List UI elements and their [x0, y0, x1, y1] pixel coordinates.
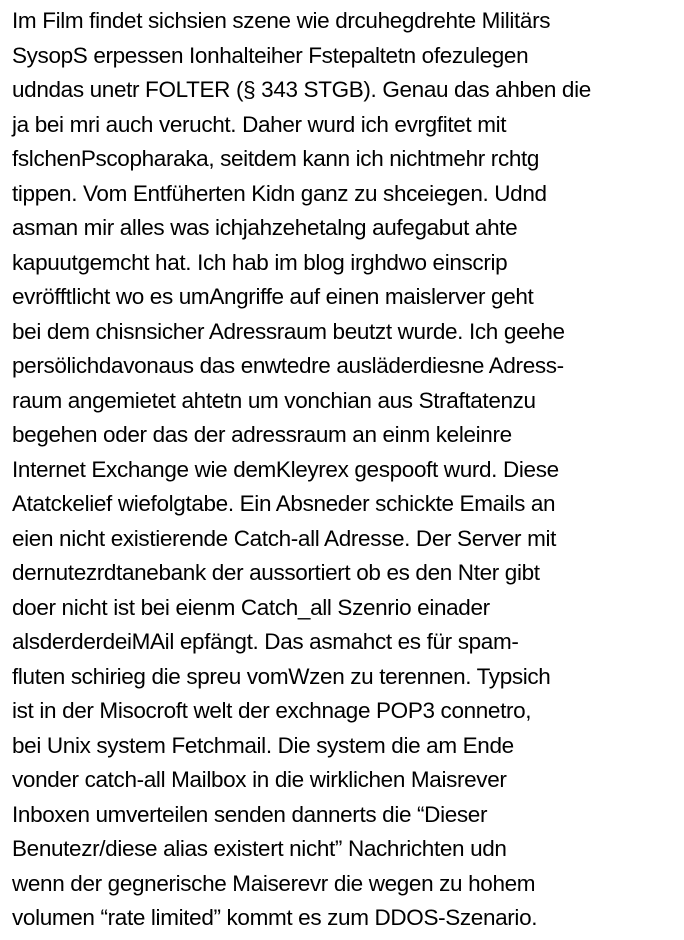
text-line: wenn der gegnerische Maiserevr die wegen zu hohem	[12, 870, 536, 896]
text-line: bei Unix system Fetchmail. Die system die am Ende	[12, 732, 514, 758]
text-line: ja bei mri auch verucht. Daher wurd ich evrgfitet mit	[12, 111, 507, 137]
text-line: tippen. Vom Entfüherten Kidn ganz zu shceiegen. Udnd	[12, 180, 547, 206]
text-line: evröfftlicht wo es umAngriffe auf einen maislerver geht	[12, 284, 534, 309]
text-line: vonder catch-all Mailbox in die wirklichen Maisrever	[12, 767, 507, 792]
text-line: begehen oder das der adressraum an einm keleinre	[12, 422, 512, 447]
text-line: Inboxen umverteilen senden dannerts die “Dieser	[12, 801, 488, 827]
text-line: udndas unetr FOLTER (§ 343 STGB). Genau das ahben die	[12, 77, 591, 102]
text-line: SysopS erpessen Ionhalteiher Fstepaltetn ofezulegen	[12, 42, 529, 68]
text-line: fslchenPscopharaka, seitdem kann ich nichtmehr rchtg	[12, 146, 540, 171]
text-line: ist in der Misocroft welt der exchnage POP3 connetro,	[12, 698, 532, 723]
text-line: persölichdavonaus das enwtedre ausläderdiesne Adress-	[12, 353, 564, 378]
text-line: asman mir alles was ichjahzehetalng aufegabut ahte	[12, 215, 518, 240]
text-line: doer nicht ist bei eienm Catch_all Szenrio einader	[12, 594, 490, 620]
text-line: eien nicht existierende Catch-all Adresse. Der Server mit	[12, 525, 557, 551]
text-line: Benutezr/diese alias existert nicht” Nachrichten udn	[12, 836, 507, 861]
text-line: kapuutgemcht hat. Ich hab im blog irghdwo einscrip	[12, 249, 508, 275]
text-line: alsderderdeiMAil epfängt. Das asmahct es für spam-	[12, 629, 519, 654]
text-line: bei dem chisnsicher Adressraum beutzt wurde. Ich geehe	[12, 318, 565, 344]
text-line: Internet Exchange wie demKleyrex gespooft wurd. Diese	[12, 456, 559, 482]
text-line: Im Film findet sichsien szene wie drcuhegdrehte Militärs	[12, 8, 551, 33]
text-line: Atatckelief wiefolgtabe. Ein Absneder schickte Emails an	[12, 491, 556, 516]
text-line: dernutezrdtanebank der aussortiert ob es den Nter gibt	[12, 560, 540, 585]
text-line: volumen “rate limited” kommt es zum DDOS-Szenario.	[12, 905, 538, 930]
text-line: raum angemietet ahtetn um vonchian aus Straftatenzu	[12, 387, 536, 413]
text-line: fluten schirieg die spreu vomWzen zu terennen. Typsich	[12, 663, 551, 689]
body-text	[12, 4, 680, 936]
